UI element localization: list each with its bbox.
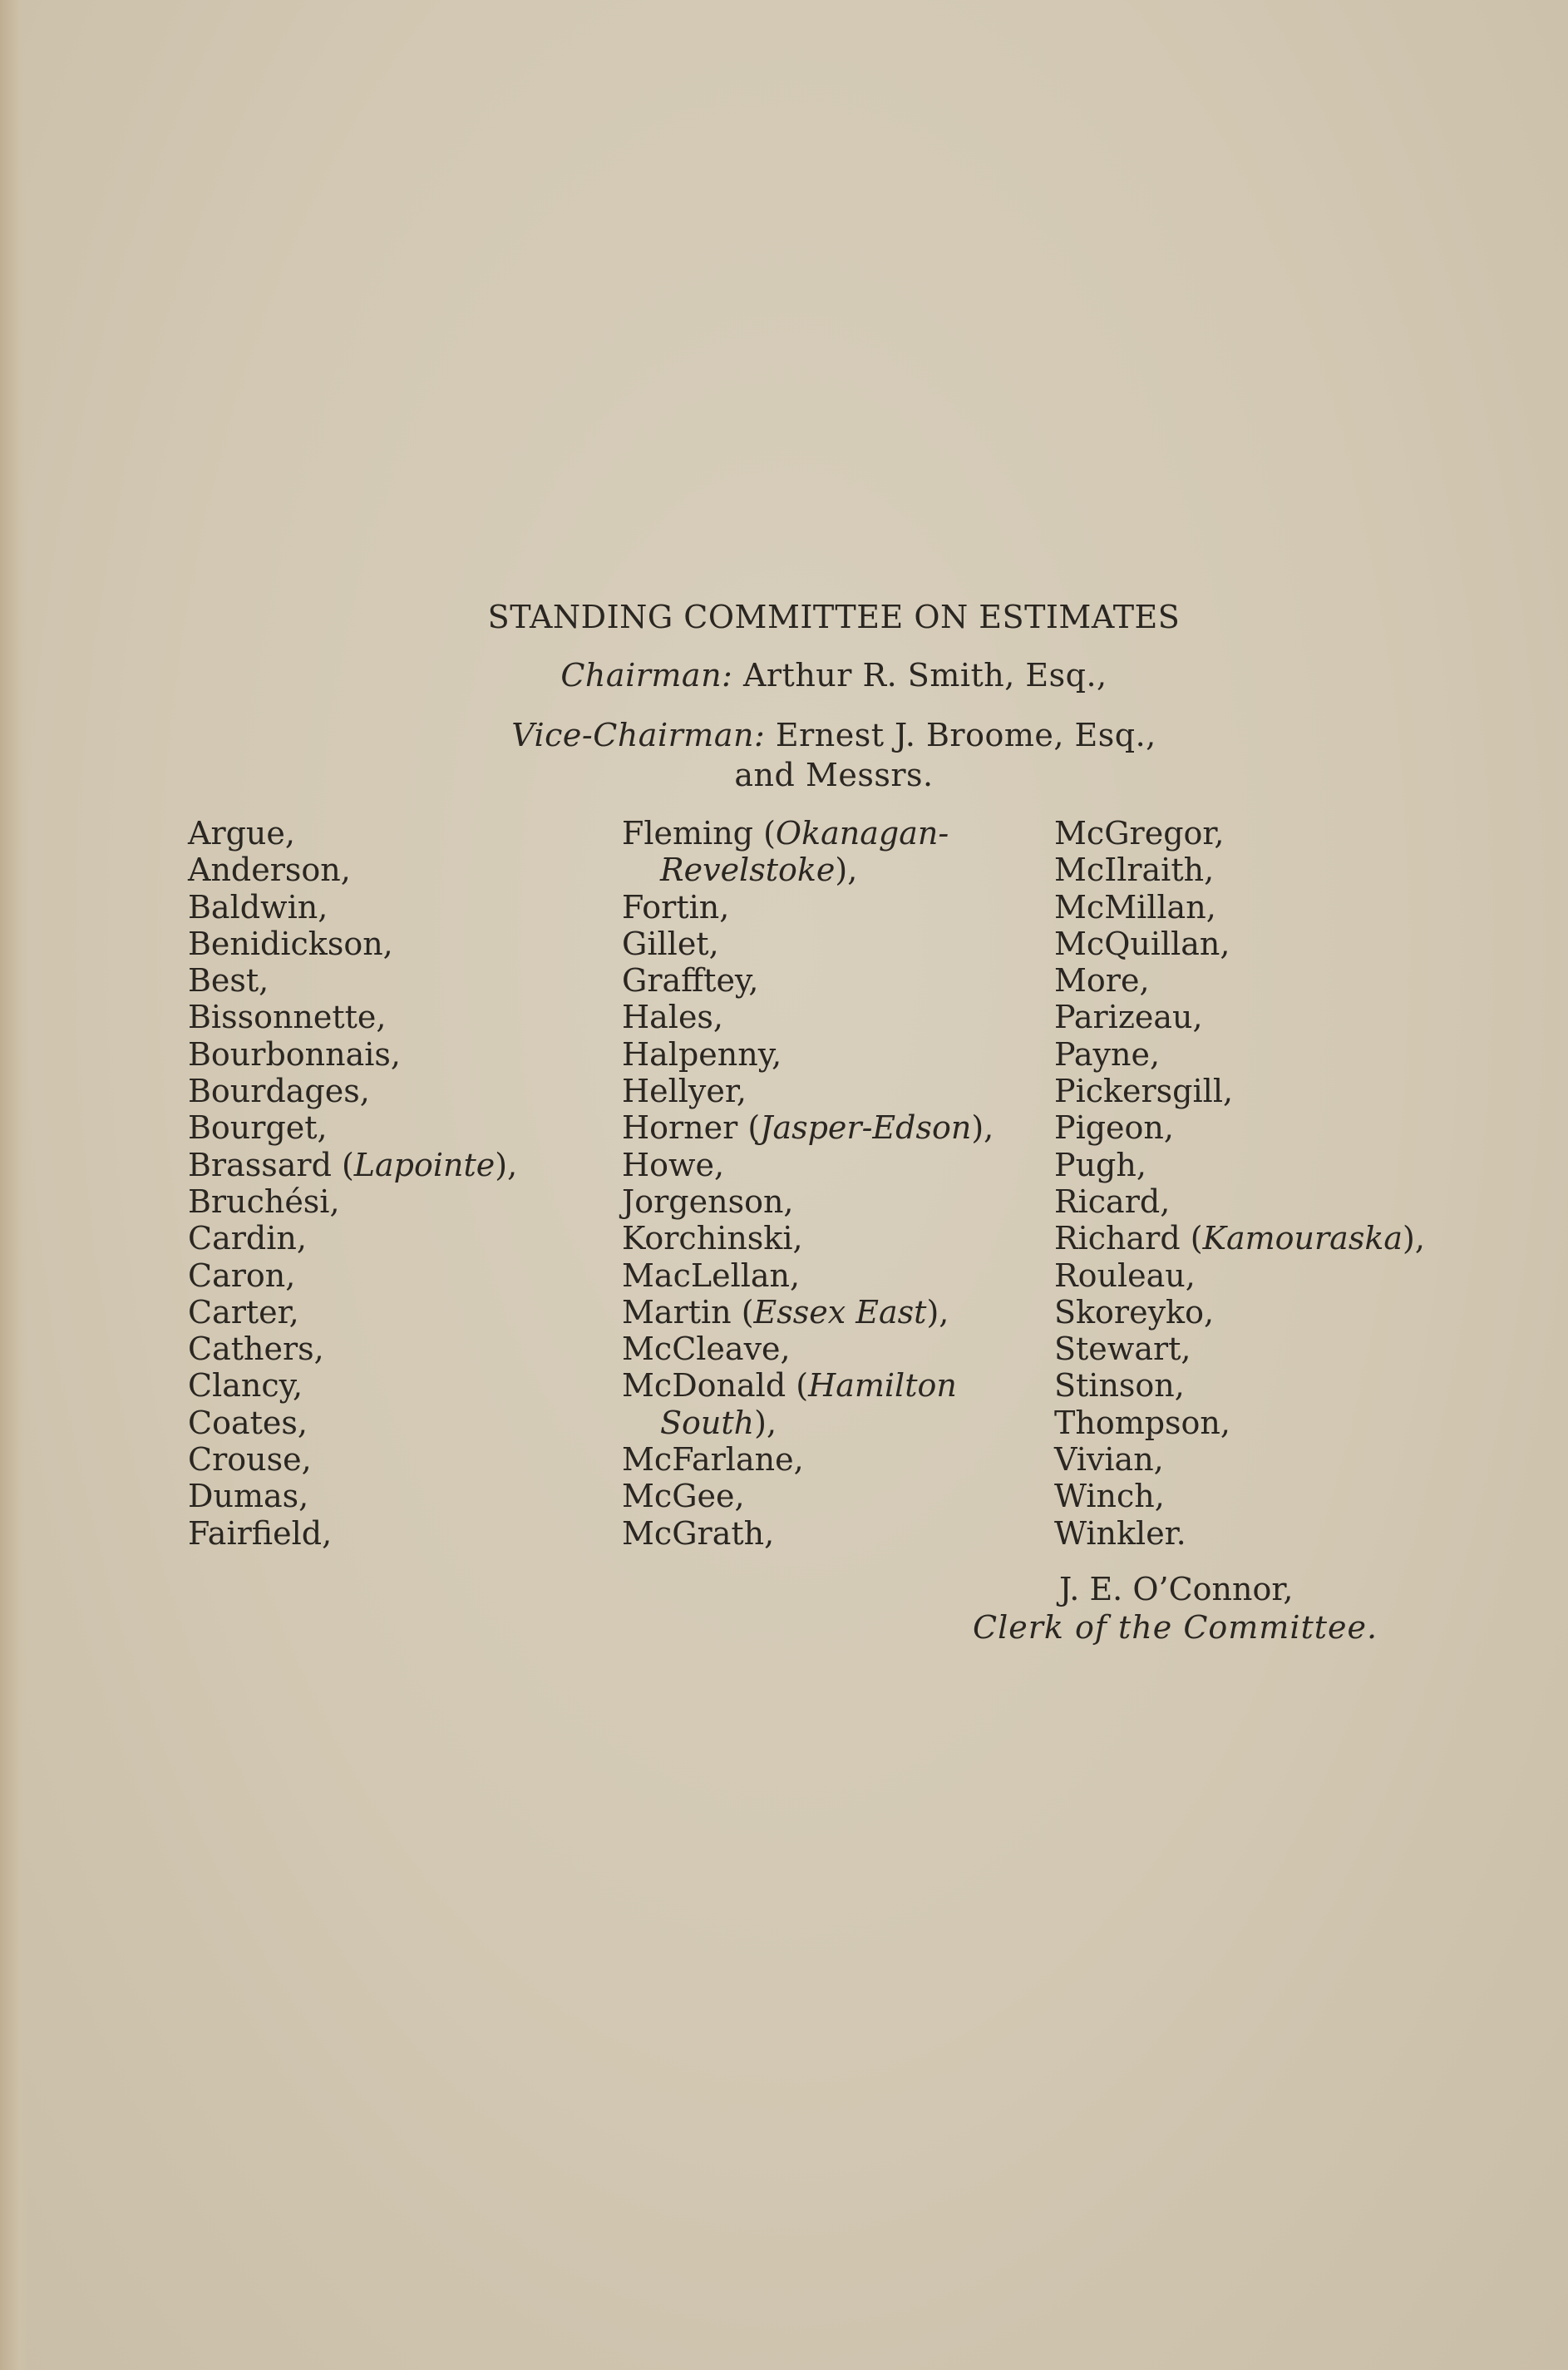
member-entry (1054, 1367, 1425, 1404)
member-riding: Kamouraska (1202, 1220, 1403, 1257)
member-entry (622, 889, 994, 926)
member-name: McIlraith, (1054, 852, 1215, 889)
clerk-signature (973, 1570, 1397, 1647)
member-name: Korchinski, (622, 1220, 803, 1257)
member-riding: Jasper-Edson (760, 1109, 972, 1147)
member-name: Carter, (188, 1293, 299, 1331)
member-name: Rouleau, (1054, 1257, 1196, 1294)
member-punctuation: ), (835, 852, 858, 889)
member-name: Bourbonnais, (188, 1035, 401, 1073)
and-messrs-line: and Messrs. (734, 757, 934, 793)
member-name: Hales, (622, 999, 724, 1036)
member-name: Stinson, (1054, 1367, 1185, 1405)
member-entry (622, 1257, 994, 1294)
member-entry (622, 1367, 994, 1404)
member-entry (1054, 1109, 1425, 1146)
member-entry (622, 962, 994, 999)
member-entry (188, 1147, 517, 1183)
member-entry (622, 1109, 994, 1146)
member-name: Pugh, (1054, 1146, 1146, 1183)
member-name: Argue, (188, 815, 295, 852)
member-entry (188, 852, 517, 888)
vice-chairman-name: Ernest J. Broome, Esq., (775, 717, 1156, 753)
member-name: Parizeau, (1054, 999, 1203, 1036)
member-name: More, (1054, 962, 1150, 1000)
member-punctuation: ), (971, 1109, 994, 1147)
member-entry (1054, 1331, 1425, 1367)
member-name: Stewart, (1054, 1331, 1191, 1368)
member-name: McMillan, (1054, 888, 1216, 926)
member-name: McGee, (622, 1478, 745, 1515)
vice-chairman-label: Vice-Chairman: (511, 717, 766, 753)
member-name: Grafftey, (622, 962, 759, 1000)
member-name: Bourget, (188, 1109, 328, 1147)
member-name: Cathers, (188, 1331, 324, 1368)
member-name: Hellyer, (622, 1073, 747, 1110)
member-entry (188, 962, 517, 999)
members-column-1 (188, 815, 517, 1552)
member-entry (188, 1109, 517, 1146)
member-entry (622, 1036, 994, 1073)
member-entry (188, 1036, 517, 1073)
member-entry (188, 1405, 517, 1441)
chairman-line (50, 657, 1568, 694)
member-name: Cardin, (188, 1220, 307, 1257)
member-name: Anderson, (188, 852, 351, 889)
clerk-role: Clerk of the Committee. (973, 1609, 1378, 1646)
member-entry (1054, 926, 1425, 962)
member-entry (622, 1478, 994, 1514)
member-entry (622, 815, 994, 852)
member-name: Benidickson, (188, 925, 393, 962)
member-name: Richard ( (1054, 1220, 1203, 1257)
member-riding: South (660, 1404, 755, 1441)
member-name: Fortin, (622, 888, 730, 926)
member-entry (188, 999, 517, 1035)
member-name: Martin ( (622, 1293, 754, 1331)
member-entry (622, 926, 994, 962)
member-entry (622, 1073, 994, 1109)
member-name: Caron, (188, 1257, 296, 1294)
member-name: MacLellan, (622, 1257, 801, 1294)
member-entry (622, 1515, 994, 1552)
member-name: McGregor, (1054, 815, 1225, 852)
member-name: McFarlane, (622, 1441, 804, 1479)
member-name: Howe, (622, 1146, 725, 1183)
page-title: STANDING COMMITTEE ON ESTIMATES (487, 599, 1181, 635)
member-entry (1054, 1478, 1425, 1514)
member-riding: Essex East (753, 1293, 927, 1331)
member-punctuation: ), (754, 1404, 777, 1441)
member-entry (1054, 1220, 1425, 1257)
member-name: Thompson, (1054, 1404, 1230, 1441)
member-entry (622, 1331, 994, 1367)
member-name: Clancy, (188, 1367, 303, 1405)
member-name: Winkler. (1054, 1514, 1186, 1552)
member-entry (188, 815, 517, 852)
member-entry (1054, 962, 1425, 999)
member-entry (622, 1220, 994, 1257)
member-name: McGrath, (622, 1514, 775, 1552)
member-entry (188, 1073, 517, 1109)
member-name: Bourdages, (188, 1073, 370, 1110)
member-entry (622, 1405, 994, 1441)
member-name: Payne, (1054, 1035, 1161, 1073)
member-entry (188, 1367, 517, 1404)
member-entry (188, 1220, 517, 1257)
member-entry (622, 852, 994, 888)
vice-chairman-line (50, 717, 1568, 753)
member-entry (188, 889, 517, 926)
member-entry (1054, 1183, 1425, 1220)
member-name: Fleming ( (622, 815, 776, 852)
member-name: Bruchési, (188, 1183, 340, 1220)
member-entry (1054, 852, 1425, 888)
member-riding: Revelstoke (660, 852, 836, 889)
member-entry (188, 1257, 517, 1294)
member-entry (1054, 1257, 1425, 1294)
member-name: McQuillan, (1054, 925, 1230, 962)
member-name: Halpenny, (622, 1035, 782, 1073)
member-punctuation: ), (926, 1293, 949, 1331)
member-name: Vivian, (1054, 1441, 1164, 1479)
member-entry (188, 926, 517, 962)
member-name: Horner ( (622, 1109, 761, 1147)
member-name: Bissonnette, (188, 999, 387, 1036)
member-entry (1054, 889, 1425, 926)
members-column-2 (622, 815, 994, 1552)
member-name: Baldwin, (188, 888, 328, 926)
member-entry (1054, 815, 1425, 852)
chairman-name: Arthur R. Smith, Esq., (742, 657, 1107, 694)
member-entry (1054, 1294, 1425, 1331)
member-entry (1054, 1036, 1425, 1073)
member-entry (622, 1147, 994, 1183)
member-name: Dumas, (188, 1478, 309, 1515)
member-entry (188, 1331, 517, 1367)
member-name: Coates, (188, 1404, 308, 1441)
member-entry (1054, 1441, 1425, 1478)
member-punctuation: ), (1403, 1220, 1425, 1257)
member-entry (188, 1478, 517, 1514)
member-name: McDonald ( (622, 1367, 809, 1405)
member-name: Ricard, (1054, 1183, 1171, 1220)
member-entry (1054, 1147, 1425, 1183)
members-column-3 (1054, 815, 1425, 1552)
member-entry (188, 1441, 517, 1478)
member-entry (622, 1294, 994, 1331)
member-name: Best, (188, 962, 269, 1000)
member-entry (1054, 999, 1425, 1035)
member-name: Skoreyko, (1054, 1293, 1215, 1331)
member-riding: Okanagan- (775, 815, 949, 852)
member-entry (622, 1183, 994, 1220)
member-name: Pickersgill, (1054, 1073, 1234, 1110)
chairman-label: Chairman: (560, 657, 733, 694)
member-entry (1054, 1073, 1425, 1109)
member-name: McCleave, (622, 1331, 791, 1368)
member-riding: Hamilton (808, 1367, 957, 1405)
member-name: Brassard ( (188, 1146, 354, 1183)
member-entry (188, 1183, 517, 1220)
member-name: Jorgenson, (622, 1183, 794, 1220)
member-entry (188, 1515, 517, 1552)
member-name: Crouse, (188, 1441, 312, 1479)
member-punctuation: ), (495, 1146, 518, 1183)
member-entry (188, 1294, 517, 1331)
member-name: Gillet, (622, 925, 719, 962)
member-entry (1054, 1405, 1425, 1441)
member-riding: Lapointe (353, 1146, 496, 1183)
member-entry (622, 1441, 994, 1478)
member-name: Pigeon, (1054, 1109, 1174, 1147)
clerk-name: J. E. O’Connor, (1059, 1571, 1294, 1607)
member-entry (1054, 1515, 1425, 1552)
member-entry (622, 999, 994, 1035)
member-name: Fairfield, (188, 1514, 333, 1552)
member-name: Winch, (1054, 1478, 1165, 1515)
